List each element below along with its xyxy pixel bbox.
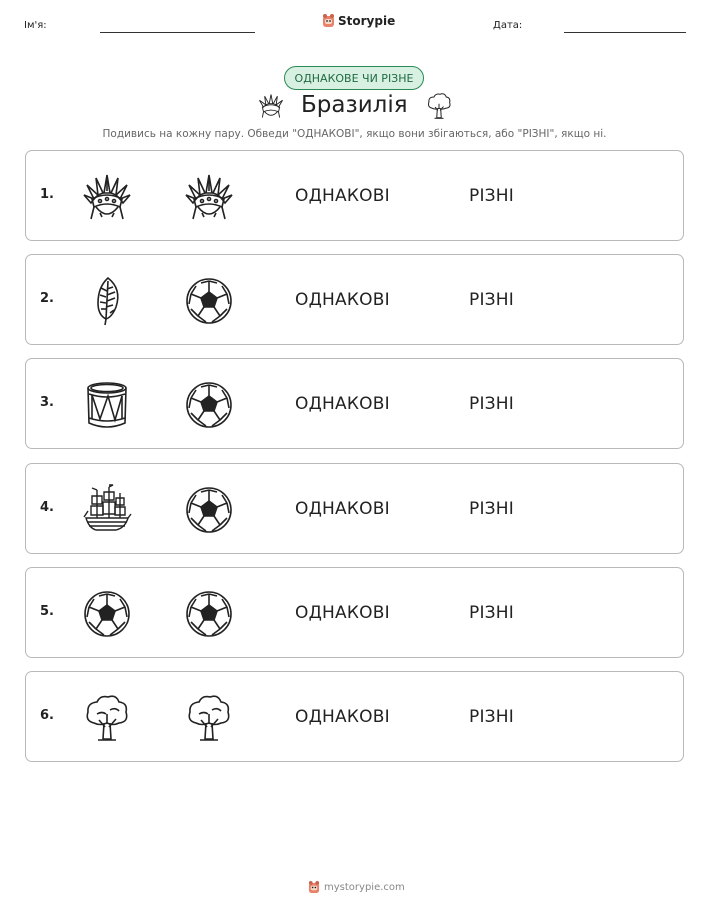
date-field[interactable] [564, 32, 686, 33]
brand-logo [322, 13, 395, 28]
storypie-mascot-icon [308, 880, 320, 894]
soccer-ball-icon [184, 379, 234, 431]
tree-icon [82, 692, 132, 744]
feather-icon [82, 275, 132, 327]
soccer-ball-icon [184, 484, 234, 536]
page-title: Бразилія [301, 92, 408, 118]
same-option[interactable]: ОДНАКОВІ [295, 290, 390, 311]
soccer-ball-icon [82, 588, 132, 640]
headdress-icon [82, 171, 132, 223]
same-option[interactable]: ОДНАКОВІ [295, 186, 390, 206]
drum-icon [82, 379, 132, 431]
question-number: 6. [40, 708, 54, 723]
different-option[interactable]: РІЗНІ [469, 394, 514, 415]
date-label: Дата: [493, 20, 523, 31]
tree-icon [425, 91, 453, 121]
name-label: Ім'я: [24, 20, 47, 31]
headdress-icon [184, 171, 234, 223]
different-option[interactable]: РІЗНІ [469, 602, 514, 623]
question-number: 4. [40, 499, 54, 515]
worksheet-type-badge: ОДНАКОВЕ ЧИ РІЗНЕ [284, 66, 424, 90]
brand-name: Storypie [338, 13, 396, 28]
question-number: 3. [40, 395, 54, 411]
same-option[interactable]: ОДНАКОВІ [295, 602, 390, 623]
tree-icon [184, 692, 234, 744]
footer [308, 880, 405, 894]
name-field[interactable] [100, 32, 255, 33]
question-number: 2. [40, 291, 54, 307]
same-option[interactable]: ОДНАКОВІ [295, 498, 390, 519]
question-row [25, 150, 684, 241]
question-number: 5. [40, 603, 54, 619]
different-option[interactable]: РІЗНІ [469, 707, 514, 727]
question-row [25, 463, 684, 554]
ship-icon [82, 484, 132, 536]
question-row [25, 358, 684, 449]
same-option[interactable]: ОДНАКОВІ [295, 394, 390, 415]
soccer-ball-icon [184, 275, 234, 327]
question-row [25, 254, 684, 345]
question-number: 1. [40, 187, 54, 202]
different-option[interactable]: РІЗНІ [469, 186, 514, 206]
headdress-icon [256, 91, 286, 121]
footer-url: mystorypie.com [324, 881, 405, 893]
question-row [25, 671, 684, 762]
instructions: Подивись на кожну пару. Обведи "ОДНАКОВІ", якщо вони збігаються, або "РІЗНІ", якщо ні. [102, 128, 607, 140]
question-row [25, 567, 684, 658]
different-option[interactable]: РІЗНІ [469, 290, 514, 311]
same-option[interactable]: ОДНАКОВІ [295, 707, 390, 727]
storypie-mascot-icon [322, 13, 335, 28]
soccer-ball-icon [184, 588, 234, 640]
different-option[interactable]: РІЗНІ [469, 498, 514, 519]
